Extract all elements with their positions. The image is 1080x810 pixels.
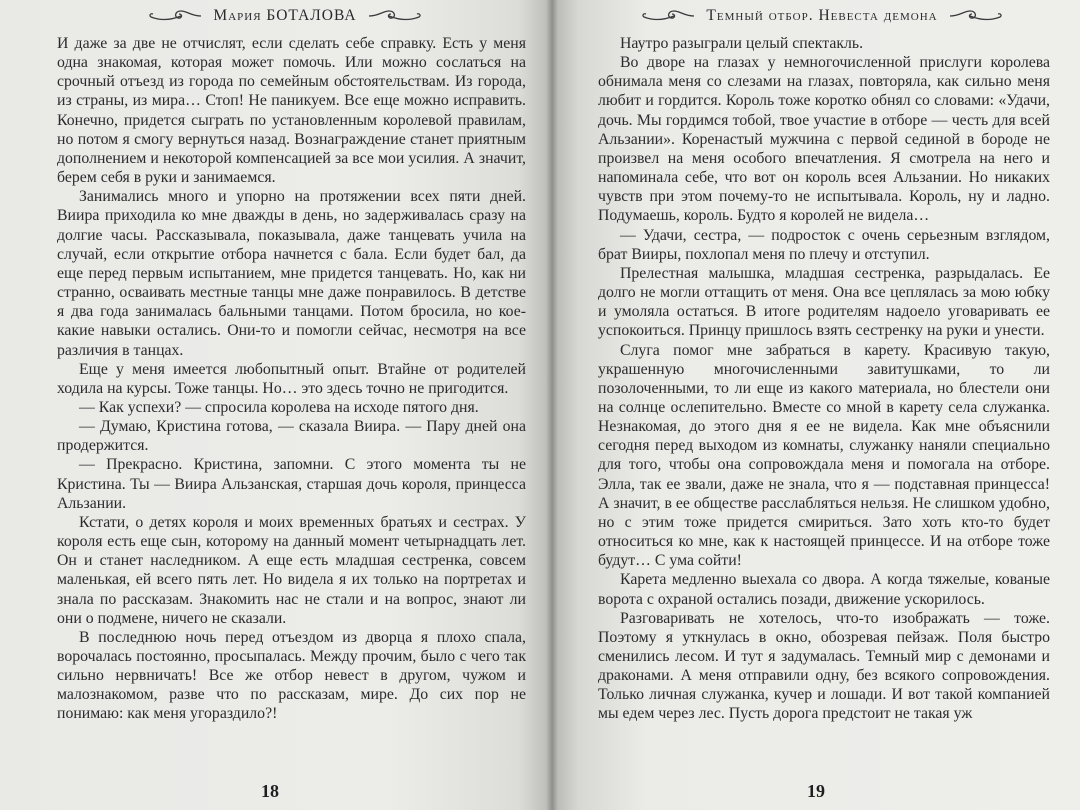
paragraph: Занимались много и упорно на протяжении всех пяти дней. Виира приходила ко мне дважды в день, но задерживалась сразу на долгие часы. Рассказывала, показывала, даже танцевать учила на случай, если открытие отбора начнется с бала. Если будет бал, да еще перед первым испытанием, мне придется танцевать. Но, как ни странно, осваивать местные танцы мне даже понравилось. В детстве я два года занималась бальными танцами. Потом бросила, но кое-какие навыки остались. Они-то и помогли сейчас, несмотря на все различия в танцах. <box>57 188 526 359</box>
paragraph: В последнюю ночь перед отъездом из дворца я плохо спала, ворочалась постоянно, просыпалась. Между прочим, было с чего так сильно нервничать! Все же отбор невест в другом, чужом и малознакомом, разве что по рассказам, мире. До сих пор не понимаю: как меня угораздило?! <box>57 628 526 723</box>
right-header-title: Темный отбор. Невеста демона <box>706 7 938 24</box>
paragraph: Еще у меня имеется любопытный опыт. Втайне от родителей ходила на курсы. Тоже танцы. Но… это здесь точно не пригодится. <box>57 360 526 397</box>
paragraph: Разговаривать не хотелось, что-то изображать — тоже. Поэтому я уткнулась в окно, обозревая пейзаж. Поля быстро сменились лесом. И тут я задумалась. Темный мир с демонами и драконами. А меня отправили одну, без всякого сопровождения. Только личная служанка, кучер и лошади. И вот такой компанией мы едем через лес. Пусть дорога предстоит не такая уж <box>598 609 1050 723</box>
paragraph: Прелестная малышка, младшая сестренка, разрыдалась. Ее долго не могли оттащить от меня. Она все цеплялась за мою юбку и умоляла остаться. В итоге родителям надоело уговаривать ее успокоиться. Принцу пришлось взять сестренку на руки и унести. <box>598 264 1050 340</box>
paragraph: — Удачи, сестра, — подросток с очень серьезным взглядом, брат Вииры, похлопал меня по плечу и отступил. <box>598 226 1050 263</box>
paragraph: Кстати, о детях короля и моих временных братьях и сестрах. У короля есть еще сын, которому на данный момент четырнадцать лет. Он и станет наследником. А еще есть младшая сестренка, совсем маленькая, ей всего пять лет. Но видела я их только на портретах и знала по рассказам. Знакомить нас не стали и на вопрос, знают ли они о подмене, ничего не сказали. <box>57 513 526 627</box>
flourish-ornament-left <box>147 8 203 24</box>
left-running-header <box>140 4 430 28</box>
left-page-number: 18 <box>261 781 279 801</box>
paragraph: — Прекрасно. Кристина, запомни. С этого момента ты не Кристина. Ты — Виира Альзанская, старшая дочь короля, принцесса Альзании. <box>57 456 526 512</box>
paragraph: Наутро разыграли целый спектакль. <box>620 35 864 52</box>
paragraph: Карета медленно выехала со двора. А когда тяжелые, кованые ворота с охраной остались позади, движение ускорилось. <box>598 571 1050 608</box>
right-page <box>552 0 1080 810</box>
left-page-body <box>57 34 526 724</box>
left-header-title: Мария БОТАЛОВА <box>213 7 357 24</box>
paragraph: Слуга помог мне забраться в карету. Красивую такую, украшенную многочисленными завитушками, то ли позолоченными, то ли еще из какого материала, но блестели они на солнце ослепительно. Вместе со мной в карету села служанка. Незнакомая, до этого дня я ее не видела. Как мне объяснили сегодня перед выходом из комнаты, служанку наняли специально для того, чтобы она сопровождала меня и помогала на отборе. Элла, так ее звали, даже не знала, что я — подставная принцесса! А значит, в ее обществе расслабляться нельзя. Не слишком удобно, но с этим тоже придется смириться. Зато хоть кто-то будет относиться ко мне, как к настоящей принцессе. И на отборе тоже будут… С ума сойти! <box>598 341 1050 570</box>
paragraph: — Думаю, Кристина готова, — сказала Виира. — Пару дней она продержится. <box>57 418 526 455</box>
right-page-number: 19 <box>807 781 825 801</box>
right-running-header <box>622 4 1022 28</box>
right-page-body <box>598 34 1050 724</box>
paragraph: — Как успехи? — спросила королева на исходе пятого дня. <box>79 398 479 416</box>
paragraph: Во дворе на глазах у немногочисленной прислуги королева обнимала меня со слезами на глазах, повторяла, как сильно меня любит и гордится. Король тоже коротко обнял со словами: «Удачи, дочь. Мы гордимся тобой, твое участие в отборе — честь для всей Альзании». Коренастый мужчина с первой сединой в бороде не произвел на меня особого впечатления. Я смотрела на него и напоминала себе, что вот он король всея Альзании. Но никаких чувств при этом почему-то не испытывала. Король, ну и ладно. Подумаешь, король. Будто я королей не видела… <box>598 54 1050 225</box>
flourish-ornament-right <box>948 8 1004 24</box>
flourish-ornament-left <box>640 8 696 24</box>
flourish-ornament-right <box>367 8 423 24</box>
paragraph: И даже за две не отчислят, если сделать себе справку. Есть у меня одна знакомая, которая может помочь. Или можно сослаться на срочный отъезд из города по семейным обстоятельствам. Из города, из страны, из мира… Стоп! Не паникуем. Все еще можно исправить. Конечно, придется сыграть по установленным королевой правилам, но потом я смогу вернуться назад. Вознаграждение станет приятным дополнением и некоторой компенсацией за все мои усилия. А значит, берем себя в руки и занимаемся. <box>57 35 526 187</box>
book-gutter <box>546 0 558 810</box>
